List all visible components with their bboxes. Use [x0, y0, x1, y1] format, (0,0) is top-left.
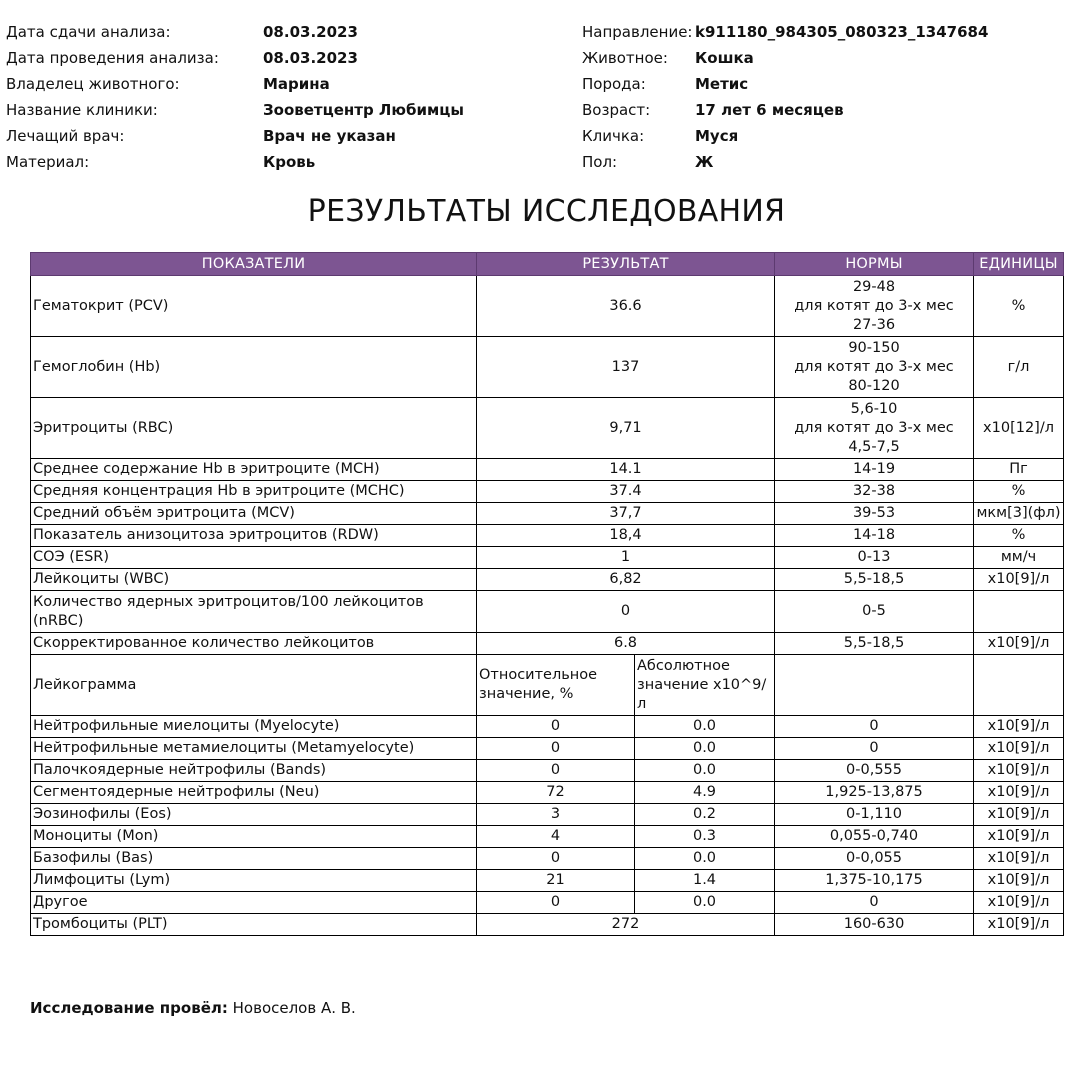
row-relative: 21	[477, 870, 635, 892]
relative-value-header: Относительное значение, %	[477, 655, 635, 716]
row-norm	[775, 276, 974, 337]
row-unit: x10[9]/л	[974, 716, 1064, 738]
row-indicator: Гемоглобин (Hb)	[31, 337, 477, 398]
row-unit: x10[9]/л	[974, 848, 1064, 870]
row-norm	[775, 337, 974, 398]
header-row-submit-date: Дата сдачи анализа: 08.03.2023	[6, 23, 358, 41]
table-row	[31, 525, 1064, 547]
row-unit: г/л	[974, 337, 1064, 398]
norm-line: 39-53	[852, 505, 896, 521]
row-unit: x10[9]/л	[974, 760, 1064, 782]
norm-line: 80-120	[848, 377, 900, 394]
norm-line: 0-13	[857, 549, 891, 565]
table-row	[31, 892, 1064, 914]
row-indicator: Сегментоядерные нейтрофилы (Neu)	[31, 782, 477, 804]
table-row	[31, 276, 1064, 337]
row-relative: 3	[477, 804, 635, 826]
header-row-direction: Направление: k911180_984305_080323_1347684	[582, 23, 989, 41]
row-norm: 0,055-0,740	[775, 826, 974, 848]
table-row	[31, 870, 1064, 892]
norm-line: 14-18	[852, 527, 896, 543]
row-absolute: 0.0	[635, 716, 775, 738]
row-norm: 0	[775, 892, 974, 914]
table-row	[31, 804, 1064, 826]
row-unit: мм/ч	[974, 547, 1064, 569]
row-indicator: Палочкоядерные нейтрофилы (Bands)	[31, 760, 477, 782]
row-absolute: 0.0	[635, 738, 775, 760]
row-result: 6,82	[477, 569, 775, 591]
header-row-pet-name: Кличка: Муся	[582, 127, 739, 145]
norm-line: 5,5-18,5	[843, 635, 905, 651]
row-indicator: Гематокрит (PCV)	[31, 276, 477, 337]
norm-line: 32-38	[852, 483, 896, 499]
header-row-animal: Животное: Кошка	[582, 49, 754, 67]
row-unit: %	[974, 276, 1064, 337]
row-indicator: Нейтрофильные миелоциты (Myelocyte)	[31, 716, 477, 738]
norm-line: 29-48	[852, 278, 896, 295]
row-unit: x10[9]/л	[974, 633, 1064, 655]
row-unit: x10[9]/л	[974, 738, 1064, 760]
row-indicator: Среднее содержание Hb в эритроците (MCH)	[31, 459, 477, 481]
page-title: РЕЗУЛЬТАТЫ ИССЛЕДОВАНИЯ	[307, 194, 786, 229]
row-norm	[775, 569, 974, 591]
row-norm	[775, 547, 974, 569]
row-unit: мкм[3](фл)	[974, 503, 1064, 525]
row-unit: x10[9]/л	[974, 569, 1064, 591]
header-row-age: Возраст: 17 лет 6 месяцев	[582, 101, 844, 119]
norm-line: 27-36	[852, 316, 896, 333]
table-row	[31, 782, 1064, 804]
row-indicator: Эритроциты (RBC)	[31, 398, 477, 459]
row-norm	[775, 525, 974, 547]
row-relative: 0	[477, 848, 635, 870]
row-unit: Пг	[974, 459, 1064, 481]
row-norm: 0-0,055	[775, 848, 974, 870]
row-indicator: Средний объём эритроцита (MCV)	[31, 503, 477, 525]
row-indicator: Эозинофилы (Eos)	[31, 804, 477, 826]
header-units: ЕДИНИЦЫ	[974, 253, 1064, 276]
row-absolute: 0.0	[635, 760, 775, 782]
row-absolute: 0.3	[635, 826, 775, 848]
row-result: 9,71	[477, 398, 775, 459]
table-row	[31, 826, 1064, 848]
row-relative: 0	[477, 760, 635, 782]
row-indicator: Базофилы (Bas)	[31, 848, 477, 870]
row-unit: x10[9]/л	[974, 914, 1064, 936]
row-relative: 0	[477, 716, 635, 738]
row-indicator: Моноциты (Mon)	[31, 826, 477, 848]
row-norm: 0-0,555	[775, 760, 974, 782]
table-row	[31, 760, 1064, 782]
row-indicator: Лейкоциты (WBC)	[31, 569, 477, 591]
table-row	[31, 569, 1064, 591]
table-row	[31, 547, 1064, 569]
norm-line: 90-150	[848, 339, 900, 356]
header-row-analysis-date: Дата проведения анализа: 08.03.2023	[6, 49, 358, 67]
norm-line: для котят до 3-х мес	[794, 419, 954, 436]
row-unit: x10[9]/л	[974, 804, 1064, 826]
header-indicators: ПОКАЗАТЕЛИ	[31, 253, 477, 276]
norm-line: 0-5	[862, 603, 886, 619]
row-unit: %	[974, 525, 1064, 547]
row-indicator: Другое	[31, 892, 477, 914]
header-row-owner: Владелец животного: Марина	[6, 75, 330, 93]
norm-line: для котят до 3-х мес	[794, 358, 954, 375]
table-row	[31, 459, 1064, 481]
results-table	[30, 252, 1064, 936]
header-row-breed: Порода: Метис	[582, 75, 749, 93]
row-norm: 160-630	[775, 914, 974, 936]
table-row	[31, 716, 1064, 738]
row-norm	[775, 481, 974, 503]
row-norm	[775, 633, 974, 655]
row-relative: 0	[477, 738, 635, 760]
norm-line: 4,5-7,5	[848, 438, 900, 455]
row-norm: 1,925-13,875	[775, 782, 974, 804]
header-result: РЕЗУЛЬТАТ	[477, 253, 775, 276]
header-row-sex: Пол: Ж	[582, 153, 714, 171]
row-norm: 0-1,110	[775, 804, 974, 826]
row-result: 137	[477, 337, 775, 398]
table-row	[31, 337, 1064, 398]
table-row	[31, 633, 1064, 655]
row-result: 0	[477, 591, 775, 633]
row-unit: x10[9]/л	[974, 782, 1064, 804]
row-relative: 72	[477, 782, 635, 804]
header-row-doctor: Лечащий врач: Врач не указан	[6, 127, 396, 145]
row-norm: 1,375-10,175	[775, 870, 974, 892]
row-indicator: Количество ядерных эритроцитов/100 лейкоцитов (nRBC)	[31, 591, 477, 633]
row-result: 18,4	[477, 525, 775, 547]
row-norm: 0	[775, 738, 974, 760]
norm-line: 5,6-10	[850, 400, 898, 417]
footer-value: Новоселов А. В.	[232, 999, 356, 1017]
row-relative: 4	[477, 826, 635, 848]
footer	[30, 999, 356, 1017]
row-absolute: 1.4	[635, 870, 775, 892]
row-result: 1	[477, 547, 775, 569]
row-unit: %	[974, 481, 1064, 503]
row-unit: x10[12]/л	[974, 398, 1064, 459]
row-result: 37.4	[477, 481, 775, 503]
row-indicator: СОЭ (ESR)	[31, 547, 477, 569]
row-indicator: Лимфоциты (Lym)	[31, 870, 477, 892]
row-unit: x10[9]/л	[974, 892, 1064, 914]
table-row	[31, 848, 1064, 870]
row-result: 272	[477, 914, 775, 936]
table-header-row	[31, 253, 1064, 276]
row-norm: 0	[775, 716, 974, 738]
leukogram-norm-empty	[775, 655, 974, 716]
header-row-material: Материал: Кровь	[6, 153, 316, 171]
row-absolute: 4.9	[635, 782, 775, 804]
table-row	[31, 914, 1064, 936]
row-unit: x10[9]/л	[974, 870, 1064, 892]
table-row	[31, 738, 1064, 760]
row-result: 36.6	[477, 276, 775, 337]
norm-line: 5,5-18,5	[843, 571, 905, 587]
row-unit: x10[9]/л	[974, 826, 1064, 848]
absolute-value-header: Абсолютное значение x10^9/л	[635, 655, 775, 716]
row-absolute: 0.0	[635, 848, 775, 870]
row-absolute: 0.2	[635, 804, 775, 826]
row-norm	[775, 503, 974, 525]
header-norms: НОРМЫ	[775, 253, 974, 276]
row-absolute: 0.0	[635, 892, 775, 914]
table-row	[31, 481, 1064, 503]
leukogram-header-row	[31, 655, 1064, 716]
leukogram-label: Лейкограмма	[31, 655, 477, 716]
row-indicator: Нейтрофильные метамиелоциты (Metamyelocyte)	[31, 738, 477, 760]
table-row	[31, 398, 1064, 459]
row-relative: 0	[477, 892, 635, 914]
row-result: 6.8	[477, 633, 775, 655]
norm-line: для котят до 3-х мес	[794, 297, 954, 314]
header-row-clinic: Название клиники: Зооветцентр Любимцы	[6, 101, 464, 119]
row-unit	[974, 591, 1064, 633]
norm-line: 14-19	[852, 461, 896, 477]
footer-label: Исследование провёл:	[30, 999, 228, 1017]
table-row	[31, 591, 1064, 633]
row-indicator: Скорректированное количество лейкоцитов	[31, 633, 477, 655]
table-row	[31, 503, 1064, 525]
row-norm	[775, 591, 974, 633]
row-norm	[775, 398, 974, 459]
leukogram-unit-empty	[974, 655, 1064, 716]
row-norm	[775, 459, 974, 481]
row-indicator: Средняя концентрация Hb в эритроците (MCHC)	[31, 481, 477, 503]
row-result: 14.1	[477, 459, 775, 481]
row-indicator: Показатель анизоцитоза эритроцитов (RDW)	[31, 525, 477, 547]
row-indicator: Тромбоциты (PLT)	[31, 914, 477, 936]
row-result: 37,7	[477, 503, 775, 525]
